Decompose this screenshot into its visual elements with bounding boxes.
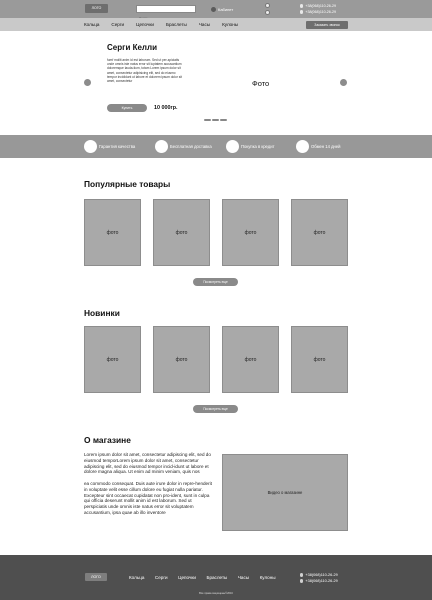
phone-icon	[300, 4, 303, 7]
cabinet-link[interactable]	[211, 5, 233, 13]
popular-section-title: Популярные товары	[84, 179, 171, 189]
footer-nav-watches[interactable]: Часы	[237, 574, 250, 580]
main-nav-bar	[0, 18, 432, 31]
new-items-more-button[interactable]: Посмотреть еще	[193, 405, 238, 413]
hero-description: fumf mollit anim id est laborum. Sed ut per-spiciatis unde omnis iste natus error sit luptatem accusantium doloremque lauda-tium, totam Lorem ipsum dolor sit amet, consectetur adipisicing elit, sed do eiusmo tempor incididunt ut labore et dolorem ipsum dolor sit amet, consectetur	[107, 58, 182, 84]
header-logo[interactable]: ЛОГО	[85, 4, 108, 13]
slider-next-arrow-icon[interactable]	[340, 79, 347, 86]
product-photo: фото	[106, 230, 119, 236]
product-photo: фото	[106, 357, 119, 363]
product-photo: фото	[244, 230, 257, 236]
credit-icon	[226, 140, 239, 153]
about-paragraph: Lorem ipsum dolor sit amet, consectetur adipiscing elit, sed do eiusmod temporLorem ipsum dolor sit amet, consectetur adipiscing elit, sed do eiusmod tempor incid-idunt ut labore et dolore magna aliqua. Ut enim ad minim veniam, quis nos	[84, 452, 211, 475]
slider-pagination	[204, 119, 227, 121]
phone-number: +38(068)110-26-29	[305, 4, 336, 8]
about-section-title: О магазине	[84, 435, 131, 445]
footer-nav-pendants[interactable]: Кулоны	[259, 574, 276, 580]
benefit-delivery	[155, 140, 212, 153]
header-phones	[300, 3, 336, 15]
popular-more-button[interactable]: Посмотреть еще	[193, 278, 238, 286]
phone-icon	[300, 579, 303, 582]
phone-icon	[300, 10, 303, 13]
nav-item-rings[interactable]: Кольца	[84, 22, 100, 27]
slider-prev-arrow-icon[interactable]	[84, 79, 91, 86]
slider-dot[interactable]	[220, 119, 227, 121]
footer-nav-chains[interactable]: Цепочки	[178, 574, 196, 580]
product-card[interactable]	[291, 199, 348, 266]
product-card[interactable]	[222, 199, 279, 266]
product-photo: фото	[175, 357, 188, 363]
main-nav	[84, 18, 238, 31]
footer-nav-rings[interactable]: Кольца	[129, 574, 145, 580]
phone-line[interactable]	[300, 9, 336, 15]
product-card[interactable]	[291, 326, 348, 393]
benefit-label: Гарантия качества	[99, 143, 136, 149]
nav-item-chains[interactable]: Цепочки	[136, 22, 154, 27]
callback-button[interactable]: Заказать звонок	[306, 21, 348, 29]
benefit-exchange	[296, 140, 341, 153]
product-photo: фото	[175, 230, 188, 236]
video-label: Видео о магазине	[267, 490, 303, 495]
footer-logo[interactable]: ЛОГО	[85, 573, 107, 581]
product-photo: фото	[313, 357, 326, 363]
nav-item-bracelets[interactable]: Браслеты	[165, 22, 187, 27]
exchange-icon	[296, 140, 309, 153]
footer	[0, 555, 432, 600]
footer-nav-earrings[interactable]: Серги	[154, 574, 168, 580]
cabinet-label: Кабинет	[218, 6, 234, 12]
store-video[interactable]	[222, 454, 348, 531]
quality-icon	[84, 140, 97, 153]
delivery-icon	[155, 140, 168, 153]
benefit-quality	[84, 140, 135, 153]
copyright: Все права защищены©2016	[199, 592, 233, 595]
about-paragraph: ea commodo consequat. Duis aute irure dolor in repre-henderit in voluptate velit esse cillum dolore eu fugiat nulla pariatur. Excepteur sint occaecat cupidatat non pro-ident, sunt in culpa qui officia deserunt mollit anim id est laborum. Sed ut perspiciatis unde omnis iste natus error sit voluptatem accusantium, ipsa quae ab illo inventore	[84, 480, 212, 515]
product-card[interactable]	[153, 199, 210, 266]
favorites-icon[interactable]	[265, 3, 270, 8]
phone-number: +38(068)110-26-29	[305, 573, 338, 577]
benefit-label: Покупка в кредит	[241, 143, 275, 149]
footer-nav-bracelets[interactable]: Браслеты	[206, 574, 228, 580]
user-icon	[211, 7, 216, 12]
about-text	[84, 452, 212, 516]
phone-number: +38(068)110-26-29	[305, 10, 336, 14]
new-items-section-title: Новинки	[84, 308, 120, 318]
buy-button[interactable]: Купить	[107, 104, 147, 112]
header-icons	[265, 2, 271, 16]
product-card[interactable]	[84, 199, 141, 266]
hero-slider	[0, 31, 432, 131]
benefit-label: Бесплатная доставка	[170, 143, 212, 149]
product-photo: фото	[313, 230, 326, 236]
product-card[interactable]	[153, 326, 210, 393]
product-card[interactable]	[222, 326, 279, 393]
phone-number: +38(068)110-26-29	[305, 579, 338, 583]
hero-photo: Фото	[252, 79, 270, 88]
phone-icon	[300, 573, 303, 576]
benefit-credit	[226, 140, 274, 153]
footer-phones	[300, 572, 338, 584]
hero-title: Серги Келли	[107, 43, 157, 52]
product-photo: фото	[244, 357, 257, 363]
cart-icon[interactable]	[265, 10, 270, 15]
search-box[interactable]	[136, 5, 196, 13]
footer-nav	[129, 571, 276, 583]
nav-item-pendants[interactable]: Кулоны	[222, 22, 239, 27]
hero-price: 10 000гр.	[154, 105, 178, 111]
product-card[interactable]	[84, 326, 141, 393]
slider-dot[interactable]	[204, 119, 211, 121]
benefit-label: Обмен 14 дней	[311, 143, 341, 149]
top-bar	[0, 0, 432, 18]
phone-line[interactable]	[300, 578, 338, 584]
nav-item-earrings[interactable]: Серги	[111, 22, 125, 27]
benefits-bar	[0, 135, 432, 158]
nav-item-watches[interactable]: Часы	[198, 22, 211, 27]
slider-dot[interactable]	[212, 119, 219, 121]
